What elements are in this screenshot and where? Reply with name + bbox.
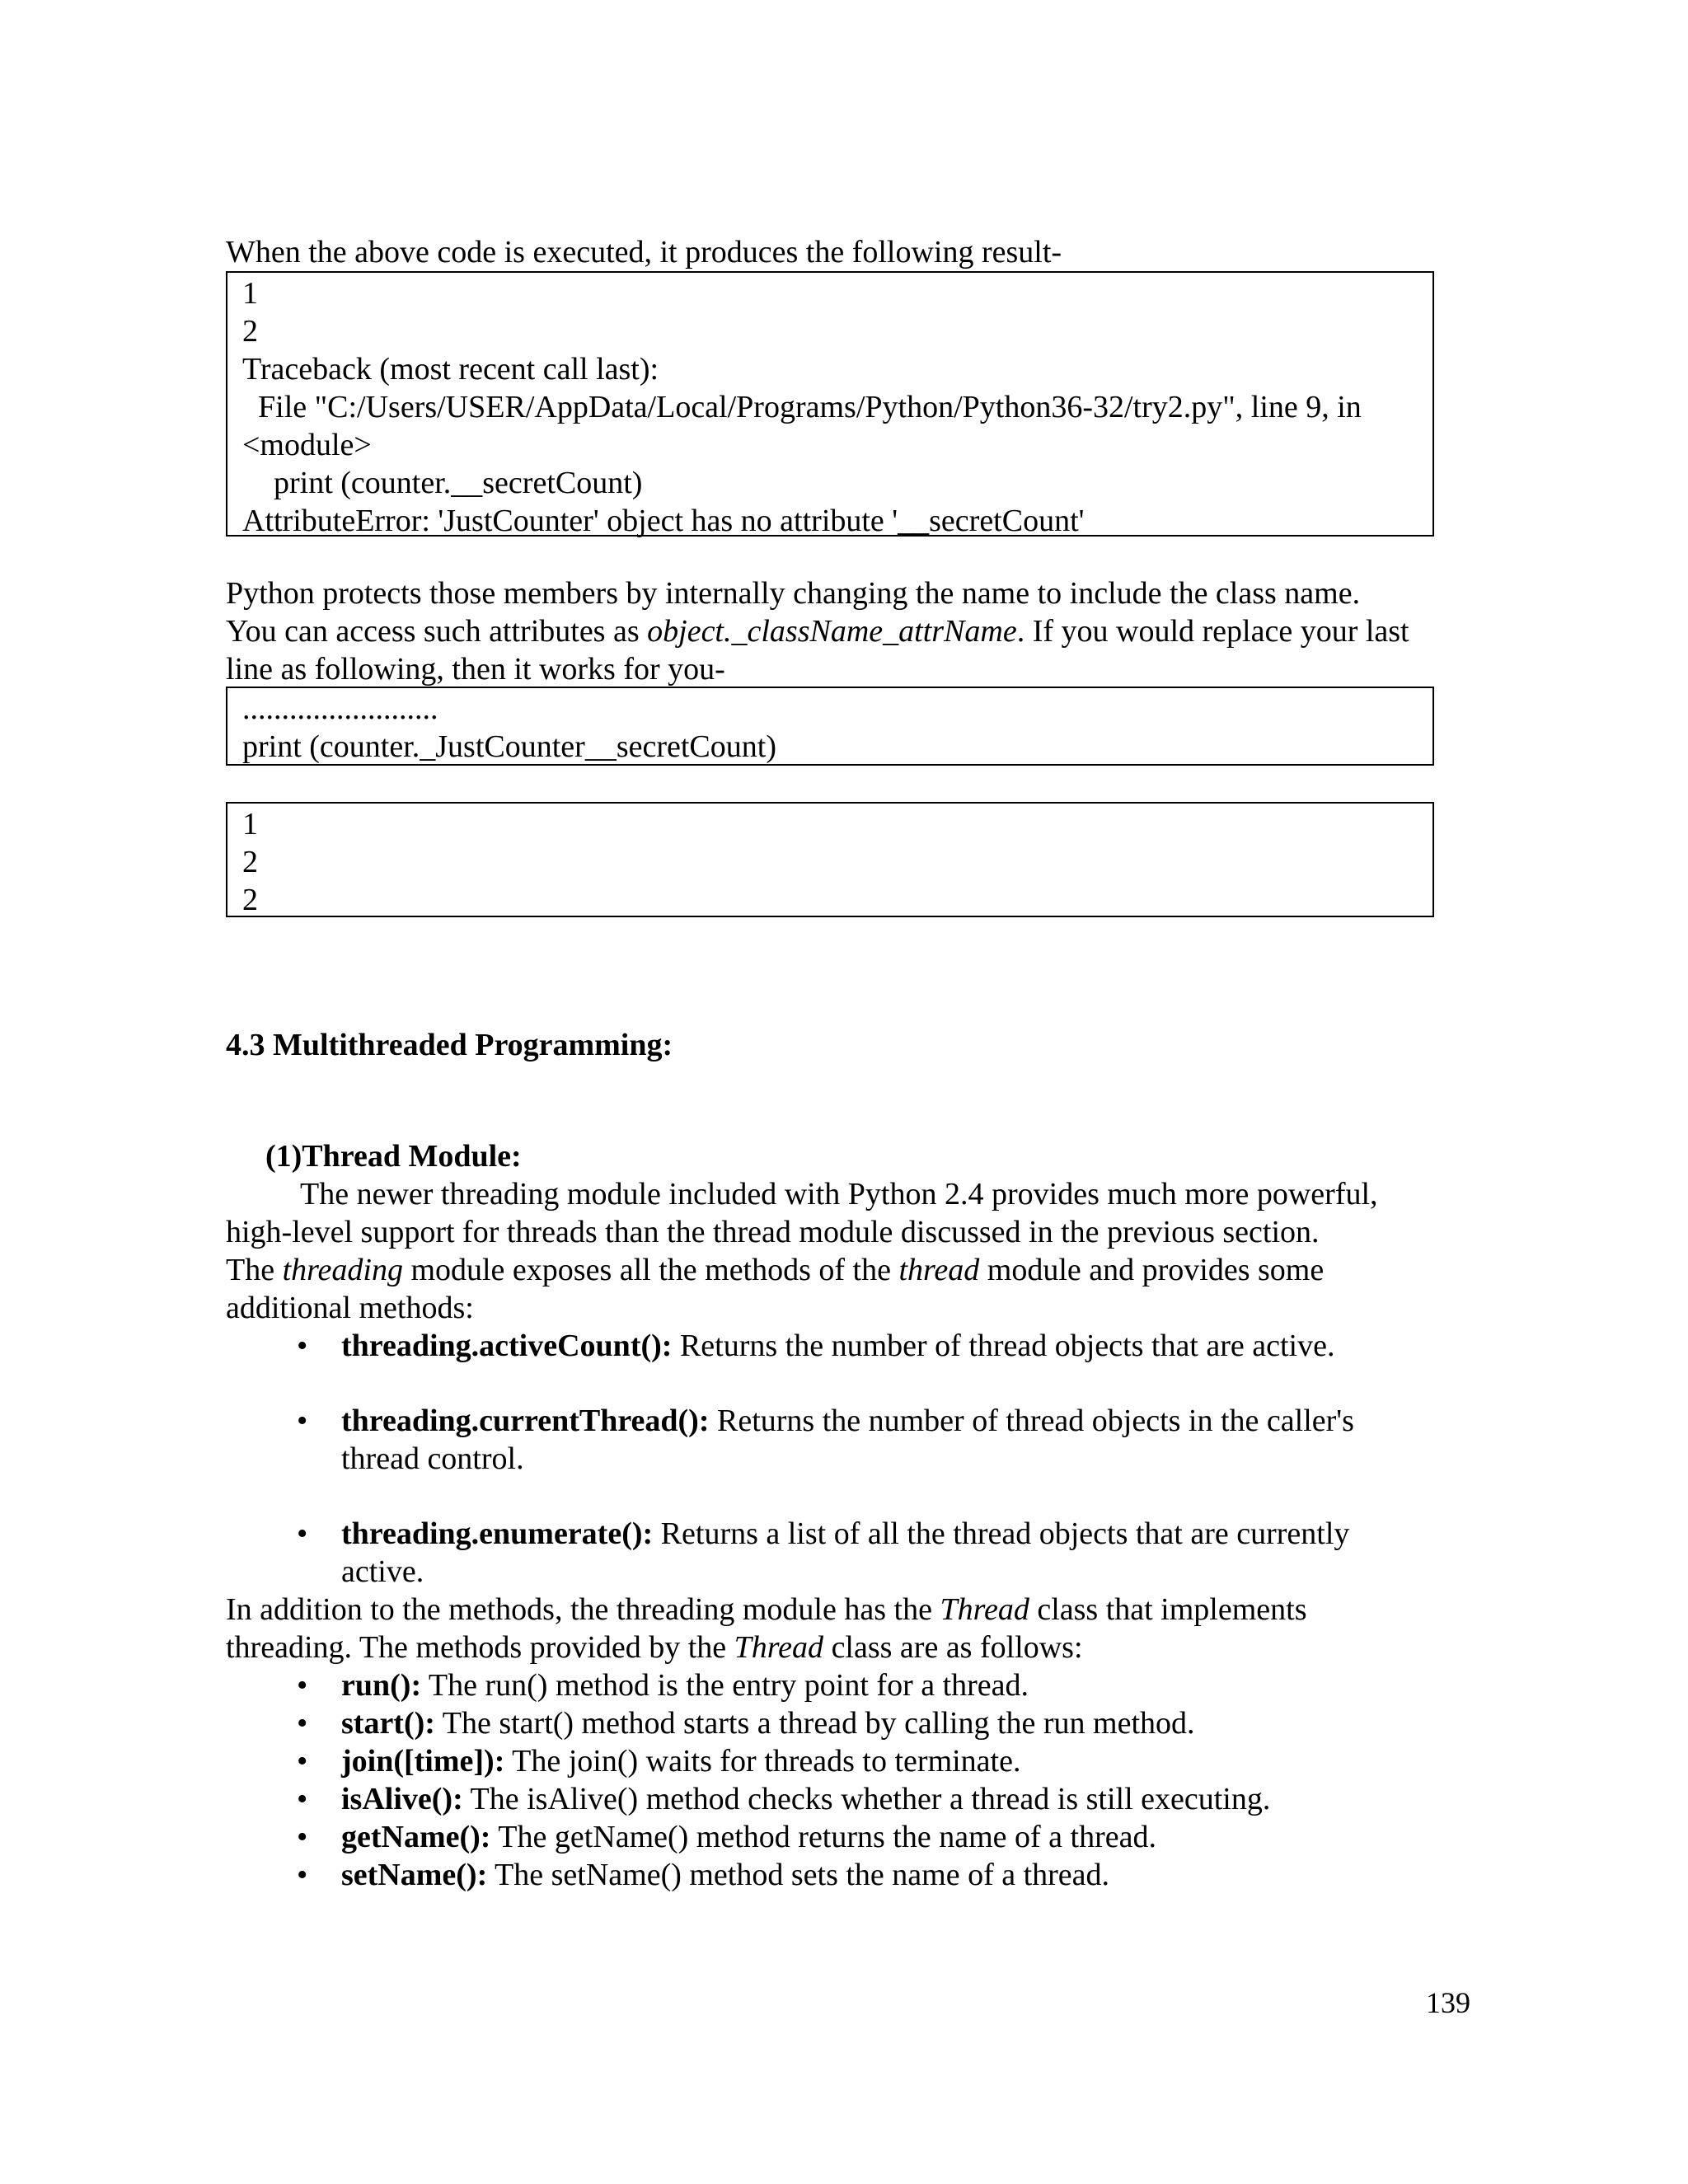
- output-line: <module>: [242, 428, 372, 462]
- output-line: print (counter.__secretCount): [242, 466, 643, 500]
- method-desc: Returns the number of thread objects in the caller's: [709, 1404, 1354, 1438]
- code-box: [226, 687, 1434, 766]
- para-thread-class-line1: In addition to the methods, the threading module has the Thread class that implements: [226, 1592, 1307, 1627]
- bullet-icon: •: [297, 1782, 308, 1816]
- output-line: AttributeError: 'JustCounter' object has no attribute '__secretCount': [242, 504, 1085, 538]
- output-line: 1: [242, 807, 258, 841]
- sub-heading: (1)Thread Module:: [265, 1139, 522, 1174]
- page-number: 139: [1426, 1986, 1470, 2019]
- method-name: threading.activeCount():: [341, 1329, 673, 1363]
- method-desc-cont: active.: [341, 1554, 424, 1589]
- code-line: .........................: [242, 691, 438, 726]
- para-threading-line4: additional methods:: [226, 1291, 474, 1325]
- list-item: [297, 1818, 1533, 1856]
- output-line: 2: [242, 314, 258, 349]
- method-name: setName():: [341, 1858, 488, 1892]
- output-line: 2: [242, 845, 258, 879]
- output-line: Traceback (most recent call last):: [242, 352, 659, 387]
- list-item: [297, 1704, 1533, 1742]
- para-threading-line2: high-level support for threads than the thread module discussed in the previous section.: [226, 1215, 1320, 1249]
- list-item: [297, 1666, 1533, 1704]
- para-protect-line1: Python protects those members by internally changing the name to include the class name.: [226, 576, 1361, 611]
- method-name: run():: [341, 1668, 422, 1703]
- para-threading-line1: The newer threading module included with Python 2.4 provides much more powerful,: [300, 1177, 1378, 1212]
- para-thread-class-line2: threading. The methods provided by the Thread class are as follows:: [226, 1630, 1083, 1665]
- method-desc: Returns the number of thread objects that are active.: [672, 1329, 1335, 1363]
- list-item: [297, 1402, 1533, 1478]
- bullet-icon: •: [297, 1404, 308, 1438]
- bullet-icon: •: [297, 1668, 308, 1703]
- method-name: threading.enumerate():: [341, 1516, 654, 1551]
- list-item: [297, 1780, 1533, 1818]
- para-threading-line3: The threading module exposes all the methods of the thread module and provides some: [226, 1253, 1325, 1287]
- para-protect-line2: You can access such attributes as object._className_attrName. If you would replace your last: [226, 614, 1409, 649]
- method-name: threading.currentThread():: [341, 1404, 710, 1438]
- bullet-icon: •: [297, 1858, 308, 1892]
- intro-text: When the above code is executed, it produces the following result-: [226, 235, 1062, 269]
- method-desc: The setName() method sets the name of a thread.: [487, 1858, 1110, 1892]
- method-name: join([time]):: [341, 1744, 505, 1779]
- method-desc: The run() method is the entry point for a thread.: [421, 1668, 1029, 1703]
- bullet-icon: •: [297, 1516, 308, 1551]
- output-box-traceback: [226, 271, 1434, 537]
- output-line: 1: [242, 276, 258, 311]
- output-line: File "C:/Users/USER/AppData/Local/Programs/Python/Python36-32/try2.py", line 9, in: [242, 390, 1362, 424]
- list-item: [297, 1327, 1533, 1365]
- method-name: start():: [341, 1706, 435, 1741]
- list-item: [297, 1856, 1533, 1894]
- bullet-icon: •: [297, 1744, 308, 1779]
- method-desc: The start() method starts a thread by calling the run method.: [434, 1706, 1195, 1741]
- method-name: isAlive():: [341, 1782, 463, 1816]
- output-line: 2: [242, 883, 258, 917]
- bullet-icon: •: [297, 1820, 308, 1854]
- section-heading: 4.3 Multithreaded Programming:: [226, 1028, 673, 1062]
- para-protect-line3: line as following, then it works for you-: [226, 652, 725, 687]
- list-item: [297, 1742, 1533, 1780]
- method-desc: The join() waits for threads to terminate.: [504, 1744, 1021, 1779]
- bullet-icon: •: [297, 1329, 308, 1363]
- method-desc: Returns a list of all the thread objects that are currently: [653, 1516, 1350, 1551]
- bullet-icon: •: [297, 1706, 308, 1741]
- method-desc: The isAlive() method checks whether a thread is still executing.: [462, 1782, 1271, 1816]
- list-item: [297, 1515, 1533, 1591]
- method-desc: The getName() method returns the name of a thread.: [490, 1820, 1156, 1854]
- output-box-result: [226, 802, 1434, 917]
- method-desc-cont: thread control.: [341, 1441, 524, 1476]
- method-name: getName():: [341, 1820, 491, 1854]
- code-line: print (counter._JustCounter__secretCount): [242, 729, 776, 764]
